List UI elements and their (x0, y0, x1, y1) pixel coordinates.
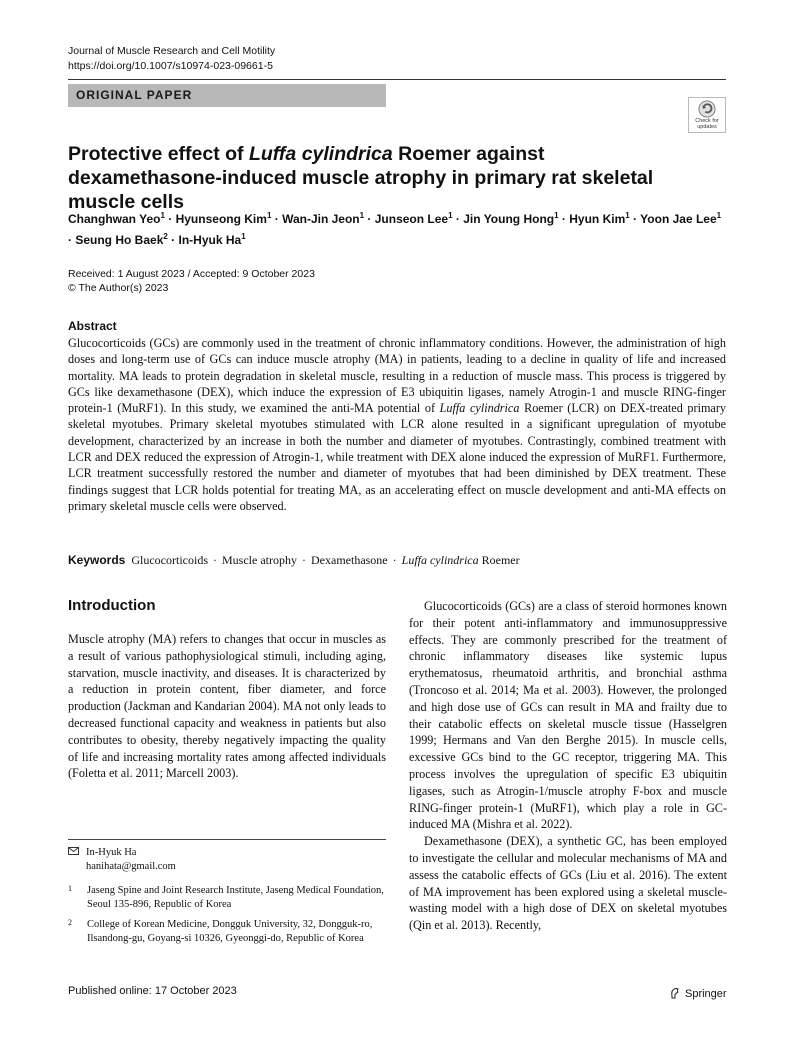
published-online: Published online: 17 October 2023 (68, 985, 237, 997)
envelope-icon (68, 846, 80, 860)
author-affiliation-mark: 1 (448, 211, 453, 220)
keywords (68, 552, 520, 568)
author-affiliation-mark: 1 (266, 211, 272, 220)
author-affiliation-mark: 1 (359, 211, 365, 220)
keyword-item: Glucocorticoids (131, 553, 209, 567)
title-species: Luffa cylindrica (248, 143, 393, 165)
copyright-line: © The Author(s) 2023 (68, 282, 169, 294)
author-name[interactable]: In-Hyuk Ha$^1$ (178, 232, 246, 247)
corresponding-author (68, 846, 176, 874)
right-column (409, 598, 727, 934)
keyword-separator: · (213, 553, 218, 567)
publisher-name: Springer (685, 988, 727, 1000)
corresponding-name: In-Hyuk Ha (86, 847, 137, 858)
affiliation-2-text: College of Korean Medicine, Dongguk University, 32, Dongguk-ro, Ilsandong-gu, Goyang-si 10326, Gyeonggi-do, Republic of Korea (87, 919, 373, 944)
header-rule (68, 79, 726, 80)
check-for-updates-badge[interactable] (688, 97, 726, 133)
author-affiliation-mark: 1 (554, 211, 559, 220)
received-accepted: Received: 1 August 2023 / Accepted: 9 October 2023 (68, 268, 315, 280)
keyword-separator: · (302, 553, 306, 567)
journal-name: Journal of Muscle Research and Cell Motility (68, 45, 276, 57)
affiliation-1 (68, 884, 386, 912)
affiliation-1-text: Jaseng Spine and Joint Research Institute, Jaseng Medical Foundation, Seoul 135-896, Republic of Korea (87, 885, 384, 910)
springer-horse-icon (669, 987, 681, 999)
keyword-species-rest: Roemer (478, 553, 520, 567)
abstract-text-2: Roemer (LCR) on DEX-treated primary skeletal myotubes. Primary skeletal myotubes stimulated with LCR alone resulted in a significant upregulation of myotube development, characterized by an increase in both the number and diameter of myotubes. Contrastingly, combined treatment with LCR and DEX reduced the expression of Atrogin-1, while treatment with DEX alone induced the expression of MuRF1. Furthermore, LCR treatment successfully restored the number and diameter of myotubes that had been diminished by DEX treatment. These findings suggest that LCR holds potential for treating MA, as an accelerating effect on muscle development and anti-MA effects on primary skeletal muscle cells were observed. (68, 401, 726, 513)
author-name[interactable]: Yoon Jae Lee$^1$ (640, 211, 722, 226)
left-column (68, 631, 386, 782)
author-name[interactable]: Seung Ho Baek$^2$ (75, 232, 168, 247)
author-affiliation-mark: 1 (241, 232, 246, 241)
intro-paragraph-3: Dexamethasone (DEX), a synthetic GC, has been employed to investigate the cellular and molecular mechanisms of MA and assess the catabolic effects of GCs (Liu et al. 2016). The extent of MA improvement has been explored using a skeletal muscle-wasting model with a high dose of DEX on skeletal myotubes (Qin et al. 2013). Recently, (409, 834, 727, 933)
journal-header (68, 44, 275, 73)
keyword-separator: · (392, 553, 397, 567)
intro-paragraph-1: Muscle atrophy (MA) refers to changes that occur in muscles as a result of various pathophysiological stimuli, including aging, starvation, muscle inactivity, and diseases. It is characterized by a reduction in protein content, fiber diameter, and force production (Jackman and Kandarian 2004). MA not only leads to decreased functional capacity and weakness in patients but also contributes to obesity, thereby negatively impacting the quality of life and increasing mortality rates among affected individuals (Foletta et al. 2011; Marcell 2003). (68, 632, 386, 781)
introduction-heading: Introduction (68, 597, 156, 614)
author-name[interactable]: Changhwan Yeo$^1$ (68, 211, 165, 226)
keyword-item: Muscle atrophy (222, 553, 297, 567)
abstract-text-1: Glucocorticoids (GCs) are commonly used in the treatment of chronic inflammatory conditions. However, the administration of high doses and long-term use of GCs can induce muscle atrophy (MA) in patients, leading to a decline in quality of life and increased mortality. MA leads to protein degradation in skeletal muscle, resulting in a reduction of muscle mass. This process is triggered by GCs like dexamethasone (DEX), which induce the expression of E3 ubiquitin ligases, namely Atrogin-1 and muscle RING-finger protein-1 (MuRF1). In this study, we examined the anti-MA potential of (68, 336, 726, 416)
author-list: Changhwan Yeo$^1$ · Hyunseong Kim$^1$ · Wan-Jin Jeon$^1$ · Junseon Lee$^1$ · Jin Young Hong$^1$ · Hyun Kim$^1$ · Yoon Jae Lee$^1$ · Seung Ho Baek$^2$ · In-Hyuk Ha$^1$ (68, 211, 722, 247)
keywords-label: Keywords (68, 553, 126, 567)
keyword-item: Dexamethasone (311, 553, 388, 567)
author-name[interactable]: Junseon Lee$^1$ (374, 211, 453, 226)
author-affiliation-mark: 1 (160, 211, 165, 220)
title-text: Protective effect of (68, 143, 249, 165)
article-title (68, 142, 688, 214)
author-name[interactable]: Hyunseong Kim$^1$ (175, 211, 272, 226)
corresponding-email[interactable]: hanihata@gmail.com (86, 861, 176, 872)
keyword-species: Luffa cylindrica (401, 553, 479, 567)
affiliation-2-number: 2 (68, 918, 72, 927)
abstract-species: Luffa cylindrica (439, 401, 520, 416)
publisher-logo (669, 987, 727, 1000)
check-updates-label: Check for updates (695, 118, 719, 130)
article-type-badge: ORIGINAL PAPER (68, 84, 386, 107)
check-updates-icon (698, 100, 716, 118)
doi-link[interactable]: https://doi.org/10.1007/s10974-023-09661-5 (68, 59, 273, 72)
author-name[interactable]: Jin Young Hong$^1$ (463, 211, 559, 226)
author-affiliation-mark: 2 (163, 232, 168, 241)
intro-paragraph-2: Glucocorticoids (GCs) are a class of steroid hormones known for their potent anti-inflammatory and immunosuppressive effects. They are commonly prescribed for the treatment of chronic inflammatory diseases like systemic lupus erythematosus, rheumatoid arthritis, and bronchial asthma (Troncoso et al. 2014; Ma et al. 2003). However, the prolonged and high dose use of GCs can result in MA and frailty due to their catabolic effects on skeletal muscle tissue (Hasselgren 1999; Hermans and Van den Berghe 2015). In muscle cells, excessive GCs bind to the GC receptor, triggering MA. This process involves the upregulation of specific E3 ubiquitin ligases, such as Atrogin-1/muscle atrophy F-box and muscle RING-finger protein-1 (MuRF1), which play a role in GC-induced MA (Mishra et al. 2022). (409, 599, 727, 832)
abstract-heading: Abstract (68, 319, 117, 333)
author-name[interactable]: Wan-Jin Jeon$^1$ (282, 211, 365, 226)
affiliation-2 (68, 918, 386, 946)
footnote-rule (68, 839, 386, 840)
author-affiliation-mark: 1 (625, 211, 630, 220)
article-dates (68, 267, 315, 295)
affiliation-1-number: 1 (68, 884, 72, 893)
author-affiliation-mark: 1 (716, 211, 722, 220)
author-name[interactable]: Hyun Kim$^1$ (569, 211, 630, 226)
abstract-body (68, 335, 726, 514)
title-text-rest: Roemer against dexamethasone-induced muscle atrophy in primary rat skeletal muscle cells (68, 143, 654, 213)
keywords-list (131, 553, 387, 567)
